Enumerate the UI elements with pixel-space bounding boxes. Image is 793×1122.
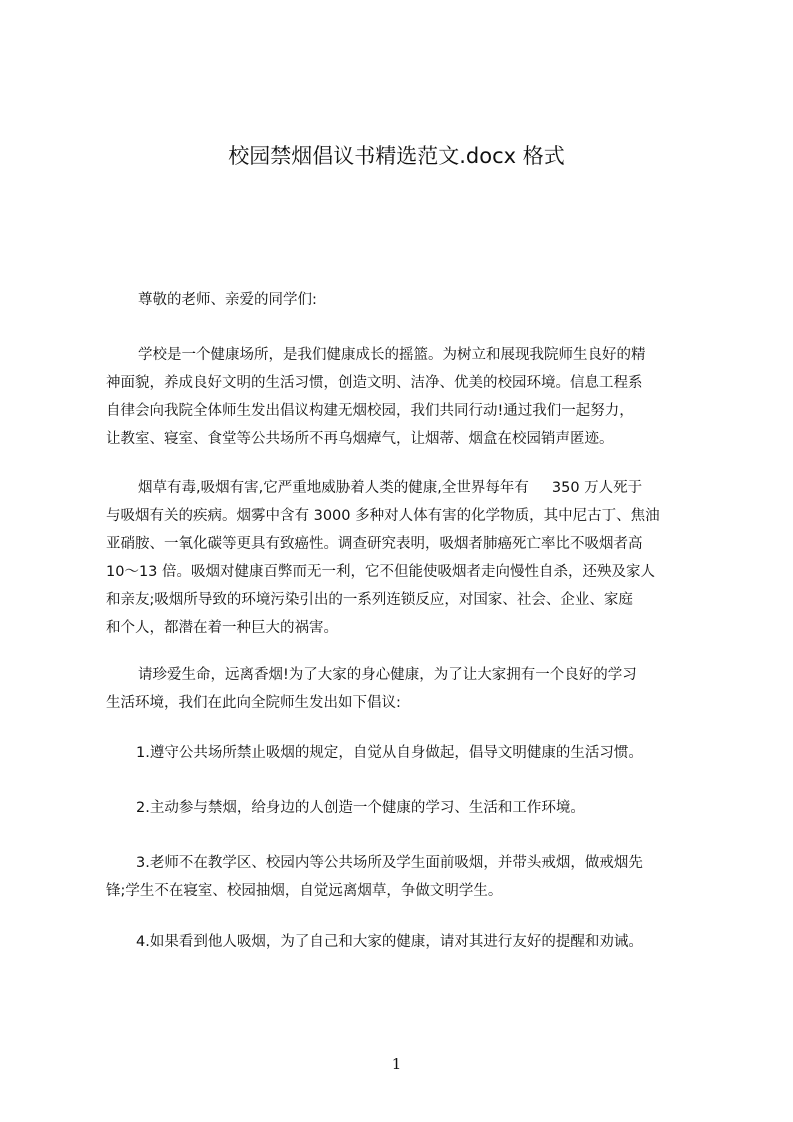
page-number: 1	[391, 1055, 402, 1073]
initiative-line: 3.老师不在教学区、校园内等公共场所及学生面前吸烟，并带头戒烟，做戒烟先	[136, 855, 643, 871]
initiative-line: 2.主动参与禁烟，给身边的人创造一个健康的学习、生活和工作环境。	[136, 800, 585, 816]
paragraph-line: 自律会向我院全体师生发出倡议构建无烟校园，我们共同行动!通过我们一起努力，	[106, 403, 634, 419]
initiative-line: 4.如果看到他人吸烟，为了自己和大家的健康，请对其进行友好的提醒和劝诫。	[136, 934, 643, 950]
initiative-item-4	[106, 928, 700, 956]
paragraph-line: 10～13 倍。吸烟对健康百弊而无一利，它不但能使吸烟者走向慢性自杀，还殃及家人	[106, 564, 656, 580]
paragraph-1	[106, 341, 700, 453]
salutation-line: 尊敬的老师、亲爱的同学们:	[138, 292, 317, 308]
initiative-line: 1.遵守公共场所禁止吸烟的规定，自觉从自身做起，倡导文明健康的生活习惯。	[136, 745, 643, 761]
salutation	[106, 286, 700, 314]
paragraph-line: 与吸烟有关的疾病。烟雾中含有 3000 多种对人体有害的化学物质，其中尼古丁、焦油	[106, 508, 660, 524]
document-title: 校园禁烟倡议书精选范文.docx 格式	[228, 144, 565, 168]
initiative-item-3	[106, 849, 700, 905]
paragraph-line: 亚硝胺、一氧化碳等更具有致癌性。调查研究表明，吸烟者肺癌死亡率比不吸烟者高	[106, 536, 643, 552]
paragraph-line: 让教室、寝室、食堂等公共场所不再乌烟瘴气，让烟蒂、烟盒在校园销声匿迹。	[106, 431, 614, 447]
paragraph-line: 和个人，都潜在着一种巨大的祸害。	[106, 620, 338, 636]
paragraph-line: 神面貌，养成良好文明的生活习惯，创造文明、洁净、优美的校园环境。信息工程系	[106, 375, 643, 391]
paragraph-3	[106, 661, 700, 717]
paragraph-line: 烟草有毒,吸烟有害,它严重地威胁着人类的健康,全世界每年有 350 万人死于	[138, 480, 643, 496]
initiative-line: 锋;学生不在寝室、校园抽烟，自觉远离烟草，争做文明学生。	[106, 883, 503, 899]
initiative-item-2	[106, 794, 700, 822]
paragraph-line: 学校是一个健康场所，是我们健康成长的摇篮。为树立和展现我院师生良好的精	[138, 347, 646, 363]
paragraph-line: 请珍爱生命，远离香烟!为了大家的身心健康，为了让大家拥有一个良好的学习	[138, 667, 637, 683]
paragraph-2	[106, 474, 700, 642]
paragraph-line: 生活环境，我们在此向全院师生发出如下倡议:	[106, 695, 401, 711]
paragraph-line: 和亲友;吸烟所导致的环境污染引出的一系列连锁反应，对国家、社会、企业、家庭	[106, 592, 633, 608]
initiative-item-1	[106, 739, 700, 767]
